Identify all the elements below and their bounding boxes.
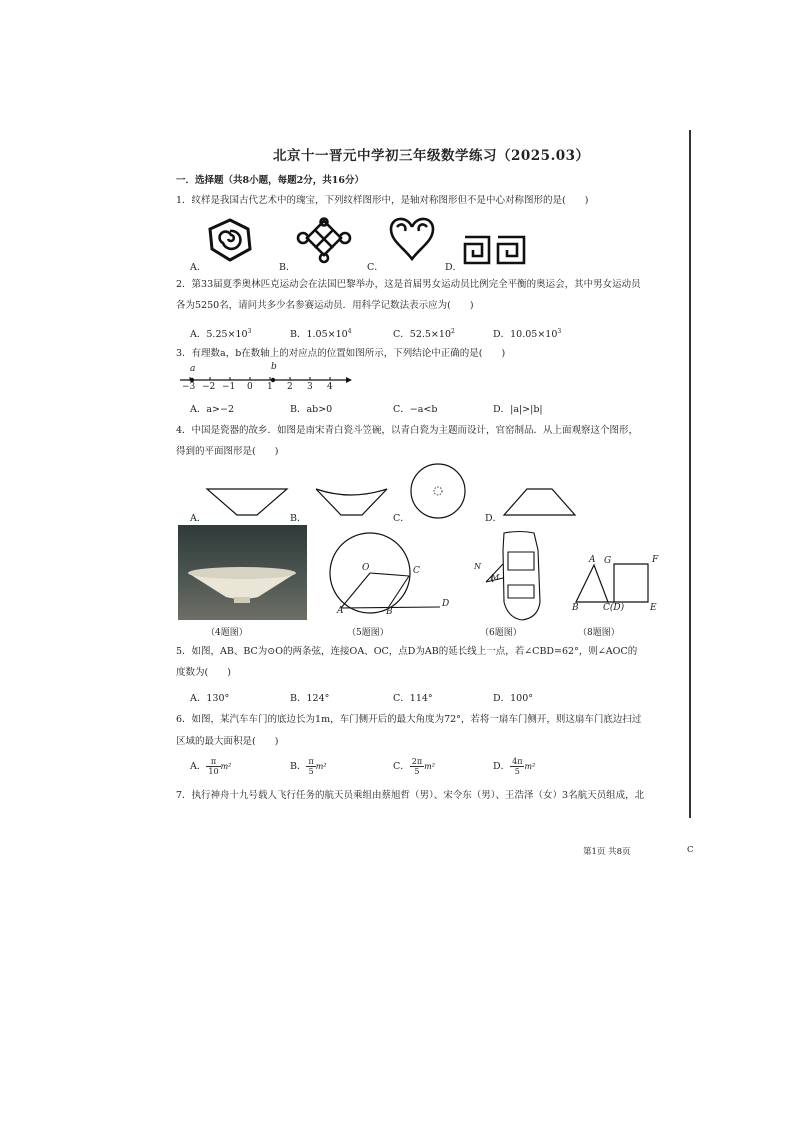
caption-fig-6: （6题图） <box>480 628 522 638</box>
caption-fig-4: （4题图） <box>206 628 248 638</box>
q5-option-a: A．130° <box>190 693 230 704</box>
section-heading-choice: 一．选择题（共8小题，每题2分，共16分） <box>176 175 364 186</box>
question-4-line-2: 得到的平面图形是( ) <box>176 446 279 457</box>
question-3-text: 3．有理数a，b在数轴上的对应点的位置如图所示，下列结论中正确的是( ) <box>176 348 506 359</box>
axis-label: 0 <box>247 382 253 392</box>
question-1-text: 1．纹样是我国古代艺术中的瑰宝，下列纹样图形中，是轴对称图形但不是中心对称图形的是( ) <box>176 195 589 206</box>
fig8-label-e: E <box>650 603 657 613</box>
axis-label: −2 <box>202 382 216 392</box>
q2-option-c: C．$52.5\times 10^2$ <box>393 327 455 340</box>
question-5-line-2: 度数为( ) <box>176 667 231 678</box>
fig6-label-m: M <box>491 573 500 582</box>
number-line-point-b: b <box>271 362 277 372</box>
axis-label: 1 <box>267 382 273 392</box>
q3-option-a: A．a>−2 <box>190 404 234 415</box>
footer-corner-mark: C <box>687 845 694 855</box>
q5-option-c: C．114° <box>393 693 433 704</box>
question-4-line-1: 4．中国是瓷器的故乡．如图是南宋青白瓷斗笠碗，以青白瓷为主题而设计，官窑制品．从上面观察这个图形， <box>176 425 639 436</box>
q3-option-b: B．ab>0 <box>290 404 333 415</box>
q4-option-b: B． <box>290 513 307 524</box>
page-title: 北京十一晋元中学初三年级数学练习（2025.03） <box>273 148 590 164</box>
pattern-c-heart-cloud-icon <box>385 213 440 265</box>
q3-option-c: C．−a<b <box>393 404 438 415</box>
axis-label: 4 <box>327 382 333 392</box>
fig5-label-b: B <box>386 607 393 617</box>
fig8-label-cd: C(D) <box>603 603 625 613</box>
question-6-line-2: 区域的最大面积是( ) <box>176 736 279 747</box>
q4-option-c: C． <box>393 513 410 524</box>
q1-option-c: C． <box>367 262 384 273</box>
q2-option-d: D．$10.05\times 10^3$ <box>493 327 562 340</box>
question-6-line-1: 6．如图，某汽车车门的底边长为1m，车门侧开后的最大角度为72°，若将一扇车门侧开，则这扇车门底边扫过 <box>176 714 642 725</box>
axis-label: 2 <box>287 382 293 392</box>
bowl-photo <box>178 525 307 620</box>
bowl-view-c-circle <box>408 461 468 521</box>
axis-label: −1 <box>222 382 236 392</box>
question-2-line-2: 各为5250名，请问共多少名参赛运动员．用科学记数法表示应为( ) <box>176 300 474 311</box>
number-line-point-a: a <box>190 364 196 374</box>
pattern-a-spiral-icon <box>205 215 255 265</box>
q2-option-b: B．$1.05\times 10^4$ <box>290 327 352 340</box>
q6-option-d: D． $\frac{4\pi}{5}$ m² <box>493 757 536 776</box>
q1-option-b: B． <box>279 262 296 273</box>
fig8-label-b: B <box>572 603 579 613</box>
q2-option-a: A．$5.25\times 10^3$ <box>190 327 252 340</box>
q4-option-a: A． <box>190 513 207 524</box>
q5-option-b: B．124° <box>290 693 330 704</box>
fig6-label-n: N <box>474 562 481 571</box>
figure-8-triangle-square-diagram <box>572 560 667 608</box>
fig8-label-f: F <box>652 555 659 565</box>
q1-option-a: A． <box>190 262 207 273</box>
fig8-label-g: G <box>604 556 612 566</box>
fig5-label-c: C <box>413 566 420 576</box>
bowl-view-b-curved <box>314 487 389 519</box>
question-7-text: 7．执行神舟十九号载人飞行任务的航天员乘组由蔡旭哲（男）、宋令东（男）、王浩泽（女）3名航天员组成，北 <box>176 790 645 801</box>
question-2-line-1: 2．第33届夏季奥林匹克运动会在法国巴黎举办，这是首届男女运动员比例完全平衡的奥运会，其中男女运动员 <box>176 279 641 290</box>
axis-label: −3 <box>182 382 196 392</box>
q1-option-d: D． <box>445 262 463 273</box>
page-number: 第1页 共8页 <box>583 847 631 857</box>
q4-option-d: D． <box>485 513 503 524</box>
fig5-label-d: D <box>442 599 450 609</box>
pattern-b-knot-icon <box>297 218 352 263</box>
pattern-d-meander-icon <box>462 234 527 266</box>
q6-option-c: C． $\frac{2\pi}{5}$ m² <box>393 757 435 776</box>
q6-option-b: B． $\frac{\pi}{5}$ m² <box>290 757 327 776</box>
question-5-line-1: 5．如图，AB、BC为⊙O的两条弦，连接OA、OC，点D为AB的延长线上一点，若∠CBD=62°，则∠AOC的 <box>176 646 638 657</box>
fig8-label-a: A <box>589 555 596 565</box>
figure-6-car-diagram <box>478 530 548 622</box>
caption-fig-5: （5题图） <box>347 628 389 638</box>
bowl-view-a-trapezoid <box>205 487 290 517</box>
axis-label: 3 <box>307 382 313 392</box>
q6-option-a: A． $\frac{\pi}{10}$ m² <box>190 757 232 776</box>
q3-option-d: D．|a|>|b| <box>493 404 543 415</box>
fig5-label-o: O <box>362 563 370 573</box>
bowl-view-d-trapezoid <box>502 487 577 519</box>
caption-fig-8: （8题图） <box>578 628 620 638</box>
q5-option-d: D．100° <box>493 693 533 704</box>
fig5-label-a: A <box>337 606 344 616</box>
page-margin-line <box>689 130 691 818</box>
